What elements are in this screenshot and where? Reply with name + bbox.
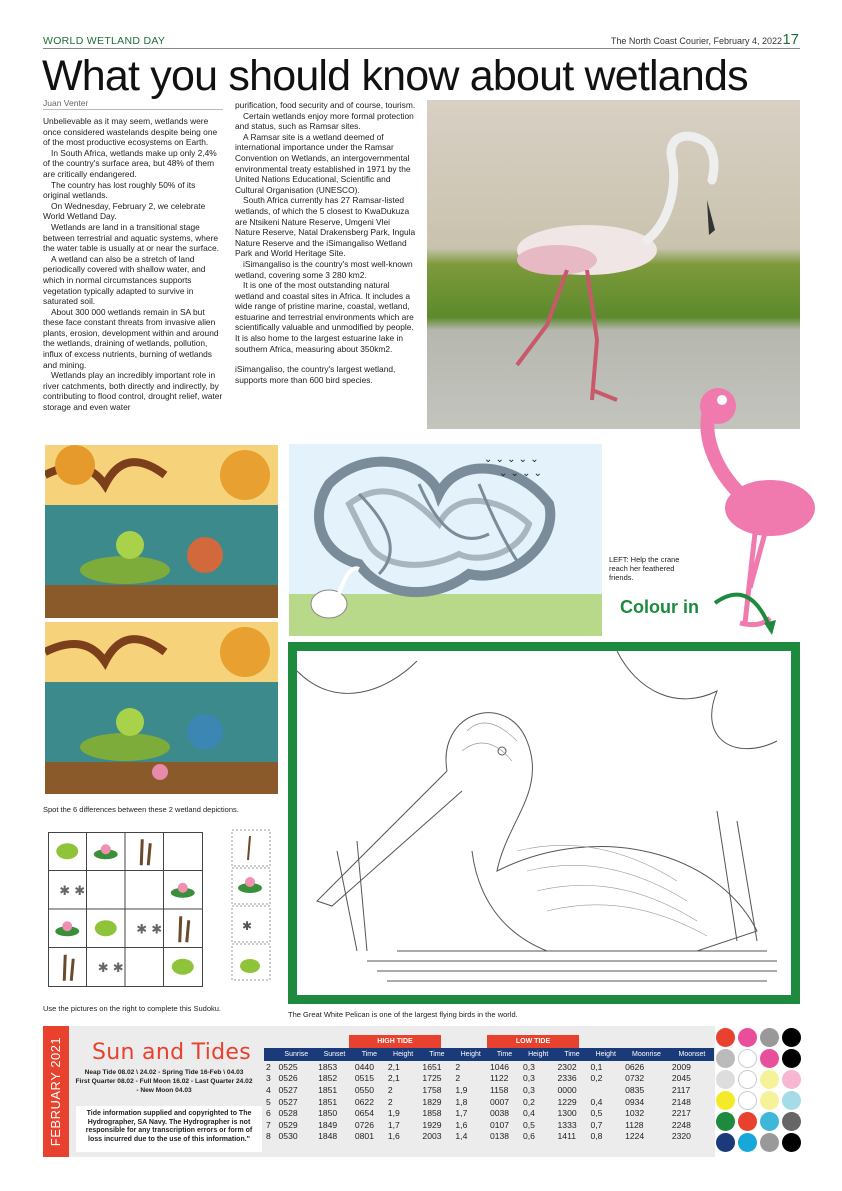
- table-cell: 1,7: [455, 1108, 468, 1119]
- svg-text:✱ ✱: ✱ ✱: [136, 922, 163, 938]
- tides-disclaimer: Tide information supplied and copyrighted to The Hydrographer, SA Navy. The Hydrographer is not responsible for any transcription errors or form of loss incurred due to the use of this information.": [76, 1106, 262, 1152]
- table-cell: 2045: [671, 1073, 691, 1084]
- page-number: 17: [782, 31, 799, 48]
- table-cell: 8: [266, 1131, 271, 1142]
- table-cell: 1,7: [387, 1119, 400, 1130]
- table-cell: 0,4: [590, 1096, 603, 1107]
- spot-difference-image-top: [45, 445, 278, 618]
- colour-swatch: [738, 1112, 757, 1131]
- table-cell: 1851: [318, 1096, 338, 1107]
- table-cell: 0550: [354, 1084, 374, 1095]
- tides-column-header: Time: [420, 1048, 453, 1061]
- paragraph: The country has lost roughly 50% of its original wetlands.: [43, 179, 196, 201]
- table-row: [264, 1073, 714, 1085]
- colour-swatch: [760, 1133, 779, 1152]
- colour-swatch: [716, 1112, 735, 1131]
- colour-swatch: [782, 1028, 801, 1047]
- paragraph: It is one of the most outstanding natural wetland and coastal sites in Africa. It includes a wide range of pristine marine, coastal, wetland, estuarine and terrestrial environments which are scientifically valuable and unmodified by people. It is also home to the largest estuarine lake in southern Africa, measuring about 350km2.: [235, 280, 414, 354]
- table-cell: 0515: [354, 1073, 374, 1084]
- table-row: [264, 1061, 714, 1073]
- table-cell: 1,8: [455, 1096, 468, 1107]
- table-cell: 1,9: [455, 1084, 468, 1095]
- tides-title: Sun and Tides: [92, 1040, 251, 1065]
- colour-swatch: [716, 1133, 735, 1152]
- colour-swatch: [760, 1028, 779, 1047]
- table-cell: 1032: [625, 1108, 645, 1119]
- colour-swatch: [760, 1070, 779, 1089]
- photo-caption: iSimangaliso, the country's largest wetland, supports more than 600 bird species.: [235, 364, 396, 385]
- sudoku-pictures: [230, 828, 276, 988]
- table-cell: 2: [387, 1096, 393, 1107]
- table-cell: 0000: [557, 1084, 577, 1095]
- table-cell: 2,1: [387, 1073, 400, 1084]
- paragraph: purification, food security and of course, tourism.: [235, 100, 416, 110]
- sudoku-grid: [48, 832, 203, 987]
- paragraph: In South Africa, wetlands make up only 2,4% of the country's surface area, but 48% of them are critically endangered.: [43, 147, 217, 179]
- table-cell: 0107: [489, 1119, 510, 1130]
- table-cell: 0,8: [590, 1131, 603, 1142]
- table-row: [264, 1119, 714, 1131]
- table-cell: 6: [266, 1108, 271, 1119]
- table-cell: 1224: [625, 1131, 645, 1142]
- table-cell: 0007: [489, 1096, 510, 1107]
- spot-difference-caption: Spot the 6 differences between these 2 wetland depictions.: [43, 805, 239, 814]
- table-cell: 0528: [278, 1108, 298, 1119]
- sudoku-frog-icon: [56, 843, 78, 859]
- table-cell: 1851: [318, 1084, 338, 1095]
- table-cell: 0440: [354, 1061, 374, 1072]
- table-cell: 1848: [318, 1131, 338, 1142]
- tides-column-header: Time: [353, 1048, 386, 1061]
- section-label: WORLD WETLAND DAY: [43, 35, 166, 47]
- table-cell: 0,5: [522, 1119, 535, 1130]
- tides-column-header: Height: [521, 1048, 556, 1061]
- paragraph: Unbelievable as it may seem, wetlands were once considered wastelands despite being one of the most productive ecosystems on Earth.: [43, 116, 218, 148]
- colour-in-label: Colour in: [620, 597, 699, 617]
- svg-text:✱ ✱: ✱ ✱: [97, 960, 124, 976]
- svg-text:⌄ ⌄ ⌄ ⌄ ⌄: ⌄ ⌄ ⌄ ⌄ ⌄: [484, 454, 539, 465]
- tides-column-header: Sunset: [316, 1048, 353, 1061]
- colour-swatch: [716, 1049, 735, 1068]
- high-tide-header: HIGH TIDE: [349, 1035, 441, 1048]
- table-cell: 2: [455, 1061, 461, 1072]
- colour-swatch: [738, 1091, 757, 1110]
- colour-swatch: [760, 1112, 779, 1131]
- table-cell: 0726: [354, 1119, 374, 1130]
- table-cell: 0,3: [522, 1084, 535, 1095]
- paragraph: Certain wetlands enjoy more formal protection and status, such as Ramsar sites.: [235, 110, 414, 132]
- headline: What you should know about wetlands: [42, 52, 748, 100]
- table-cell: 2248: [671, 1119, 691, 1130]
- table-cell: 2,1: [387, 1061, 400, 1072]
- paragraph: Wetlands play an incredibly important role in river catchments, both directly and indirectly, by contributing to flood control, drought relief, water storage and even water: [43, 370, 223, 413]
- table-cell: 1158: [489, 1084, 509, 1095]
- printer-colour-swatches: [716, 1028, 804, 1156]
- header-rule: [43, 48, 800, 49]
- table-cell: 1,6: [387, 1131, 400, 1142]
- colour-swatch: [782, 1112, 801, 1131]
- table-cell: 5: [266, 1096, 271, 1107]
- tides-column-header: Time: [488, 1048, 521, 1061]
- colour-swatch: [782, 1133, 801, 1152]
- table-cell: 1128: [625, 1119, 644, 1130]
- tides-column-header: [264, 1048, 277, 1061]
- paragraph: A wetland can also be a stretch of land periodically covered with shallow water, and which in normal circumstances supports vegetation typically adapted to survive in saturated soil.: [43, 253, 206, 307]
- byline: Juan Venter: [43, 98, 223, 110]
- publication-line: The North Coast Courier, February 4, 2022: [610, 36, 782, 46]
- table-cell: 0732: [625, 1073, 645, 1084]
- paragraph: South Africa currently has 27 Ramsar-listed wetlands, of which the 5 closest to KwaDukuza are Ntsikeni Nature Reserve, Umgeni Vlei Nature Reserve, Natal Drakensberg Park, Ingula Nature Reserve and the iSimangaliso Wetland Park and World Heritage Site.: [235, 195, 416, 259]
- svg-text:✱: ✱: [242, 919, 253, 933]
- table-cell: 2320: [671, 1131, 691, 1142]
- tides-note-line: Neap Tide 08.02 \ 24.02 - Spring Tide 16-Feb \ 04.03: [84, 1069, 244, 1076]
- colour-swatch: [782, 1070, 801, 1089]
- table-cell: 0,3: [522, 1073, 535, 1084]
- table-cell: 1411: [557, 1131, 576, 1142]
- table-cell: 2: [455, 1073, 461, 1084]
- tides-column-header: Height: [589, 1048, 624, 1061]
- colour-swatch: [738, 1049, 757, 1068]
- table-cell: 0,7: [590, 1119, 603, 1130]
- article-column-1: [43, 116, 224, 413]
- tides-column-header: Height: [386, 1048, 421, 1061]
- table-row: [264, 1107, 714, 1119]
- table-cell: 0,2: [522, 1096, 535, 1107]
- table-row: [264, 1096, 714, 1108]
- table-cell: 2117: [671, 1084, 691, 1095]
- table-cell: 1300: [557, 1108, 577, 1119]
- tides-column-header: Sunrise: [277, 1048, 317, 1061]
- tides-column-header: Moonset: [670, 1048, 714, 1061]
- month-band: [43, 1026, 69, 1157]
- tides-column-header: Moonrise: [623, 1048, 670, 1061]
- table-cell: 1122: [489, 1073, 509, 1084]
- table-cell: 1,4: [455, 1131, 468, 1142]
- svg-text:⌄ ⌄ ⌄ ⌄: ⌄ ⌄ ⌄ ⌄: [499, 468, 543, 479]
- tides-note-line: First Quarter 08.02 - Full Moon 16.02 - Last Quarter 24.02: [75, 1077, 253, 1085]
- colour-swatch: [716, 1028, 735, 1047]
- table-cell: 2: [266, 1061, 271, 1072]
- paragraph: On Wednesday, February 2, we celebrate World Wetland Day.: [43, 200, 206, 222]
- table-cell: 0526: [278, 1073, 298, 1084]
- sudoku-mosquito-icon: [136, 922, 162, 937]
- colour-swatch: [738, 1028, 757, 1047]
- month-label: FEBRUARY 2021: [48, 1036, 63, 1147]
- tides-table: [264, 1048, 714, 1142]
- table-row: [264, 1131, 714, 1143]
- table-cell: 2302: [557, 1061, 577, 1072]
- sudoku-mosquito-icon: [59, 884, 85, 899]
- table-cell: 0835: [625, 1084, 645, 1095]
- table-cell: 1,6: [455, 1119, 468, 1130]
- table-cell: 0626: [625, 1061, 645, 1072]
- table-cell: 0038: [489, 1108, 510, 1119]
- table-cell: 2003: [422, 1131, 442, 1142]
- paragraph: iSimangaliso is the country's most well-known wetland, covering some 3 280 km2.: [235, 258, 413, 280]
- table-cell: 0529: [278, 1119, 298, 1130]
- table-cell: 1333: [557, 1119, 577, 1130]
- colour-swatch: [782, 1091, 801, 1110]
- sudoku-frog-icon: [95, 920, 117, 936]
- table-cell: 0,5: [590, 1108, 603, 1119]
- table-cell: 0,3: [522, 1061, 535, 1072]
- colour-swatch: [716, 1070, 735, 1089]
- table-cell: 1651: [422, 1061, 442, 1072]
- table-cell: 1829: [422, 1096, 442, 1107]
- paragraph: About 300 000 wetlands remain in SA but these face constant threats from invasive alien plants, erosion, development within and around the wetlands, draining of wetlands, pollution, influx of excess nutrients, burning of wetlands and mining.: [43, 306, 219, 370]
- table-cell: 1849: [318, 1119, 338, 1130]
- colour-swatch: [760, 1049, 779, 1068]
- table-cell: 0525: [278, 1061, 298, 1072]
- crane-caption: LEFT: Help the crane reach her feathered friends.: [609, 555, 680, 582]
- table-cell: 4: [266, 1084, 271, 1095]
- sudoku-frog-icon: [172, 959, 194, 975]
- table-cell: 1852: [318, 1073, 338, 1084]
- sudoku-caption: Use the pictures on the right to complete this Sudoku.: [43, 1004, 222, 1013]
- table-cell: 0530: [278, 1131, 298, 1142]
- table-cell: 0934: [625, 1096, 645, 1107]
- table-cell: [589, 1084, 624, 1096]
- table-cell: 0,4: [522, 1108, 535, 1119]
- table-cell: 0527: [278, 1096, 298, 1107]
- spot-difference-image-bottom: [45, 622, 278, 794]
- colour-swatch: [760, 1091, 779, 1110]
- colour-swatch: [716, 1091, 735, 1110]
- table-cell: 1229: [557, 1096, 577, 1107]
- table-cell: 0801: [354, 1131, 374, 1142]
- table-cell: 0527: [278, 1084, 298, 1095]
- tides-column-header: Height: [453, 1048, 488, 1061]
- tides-column-header: Time: [556, 1048, 589, 1061]
- svg-text:✱ ✱: ✱ ✱: [59, 883, 86, 899]
- table-cell: 0,1: [590, 1061, 603, 1072]
- table-cell: 0654: [354, 1108, 374, 1119]
- table-row: [264, 1084, 714, 1096]
- table-cell: 0,2: [590, 1073, 603, 1084]
- table-cell: 7: [266, 1119, 271, 1130]
- table-cell: 2009: [671, 1061, 691, 1072]
- table-cell: 0,6: [522, 1131, 535, 1142]
- paragraph: Wetlands are land in a transitional stage between terrestrial and aquatic systems, where the water table is usually at or near the surface.: [43, 221, 219, 254]
- table-cell: 3: [266, 1073, 271, 1084]
- colour-swatch: [738, 1070, 757, 1089]
- table-cell: 1,9: [387, 1108, 400, 1119]
- table-cell: 1046: [489, 1061, 510, 1072]
- table-cell: 2148: [671, 1096, 691, 1107]
- table-cell: 0622: [354, 1096, 374, 1107]
- table-cell: 2: [387, 1084, 393, 1095]
- table-cell: 2217: [671, 1108, 691, 1119]
- table-cell: 1929: [422, 1119, 442, 1130]
- tides-notes: [74, 1069, 254, 1095]
- paragraph: A Ramsar site is a wetland deemed of international importance under the Ramsar Convention on Wetlands, an intergovernmental environmental treaty established in 1971 by the United Nations Educational, Scientific and Cultural Organisation (UNESCO).: [235, 131, 411, 195]
- colour-swatch: [782, 1049, 801, 1068]
- pelican-colouring-frame: [288, 642, 800, 1004]
- colour-swatch: [738, 1133, 757, 1152]
- table-cell: 1850: [318, 1108, 338, 1119]
- table-cell: 1853: [318, 1061, 338, 1072]
- sudoku-mosquito-icon: [98, 961, 124, 976]
- crane-maze: [289, 444, 602, 636]
- table-cell: 1758: [422, 1084, 442, 1095]
- tides-note-line: - New Moon 04.03: [136, 1086, 192, 1094]
- table-cell: 1858: [422, 1108, 442, 1119]
- table-cell: 1725: [422, 1073, 442, 1084]
- pelican-caption: The Great White Pelican is one of the largest flying birds in the world.: [288, 1010, 518, 1019]
- pelican-colouring-image: [297, 651, 791, 995]
- table-cell: 2336: [557, 1073, 577, 1084]
- table-cell: 0138: [489, 1131, 510, 1142]
- article-column-2: [235, 100, 416, 385]
- low-tide-header: LOW TIDE: [487, 1035, 579, 1048]
